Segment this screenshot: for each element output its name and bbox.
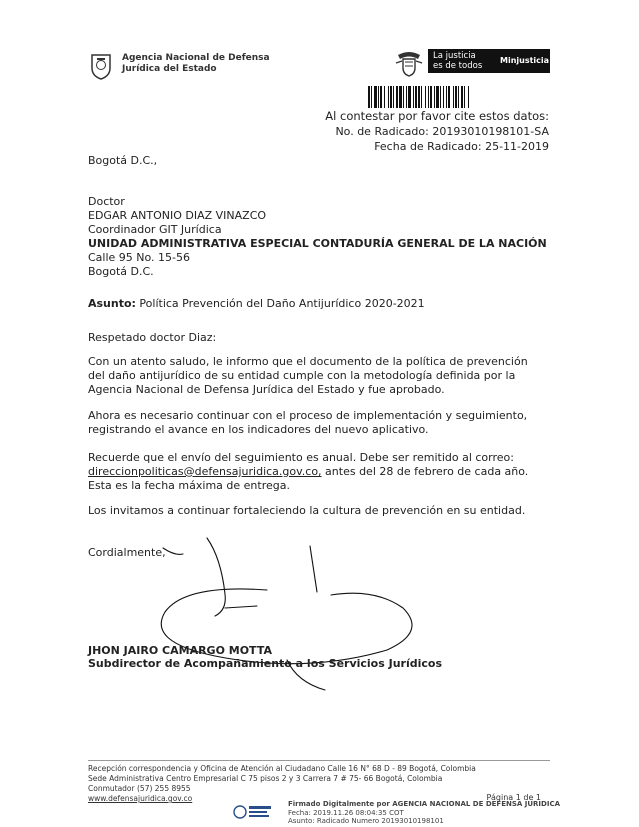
paragraph-4: Los invitamos a continuar fortaleciendo la cultura de prevención en su entidad.	[88, 504, 526, 517]
digital-signature-stamp	[288, 800, 560, 826]
signer-name: JHON JAIRO CAMARGO MOTTA	[88, 644, 272, 657]
paragraph-1	[88, 355, 550, 397]
subject-line	[88, 297, 425, 311]
agency-seal-icon	[90, 52, 112, 80]
address-line1: Calle 95 No. 15-56	[88, 251, 191, 264]
citation-title: Al contestar por favor cite estos datos:	[325, 109, 549, 123]
footer-line1: Recepción correspondencia y Oficina de Atención al Ciudadano Calle 16 N° 68 D - 89 Bogotá, Colombia	[88, 764, 476, 773]
subject-text: Política Prevención del Daño Antijurídico 2020-2021	[135, 297, 425, 310]
paragraph-2-line2: registrando el avance en los indicadores del nuevo aplicativo.	[88, 423, 429, 436]
contact-email-link[interactable]: direccionpoliticas@defensajuridica.gov.co,	[88, 465, 322, 478]
paragraph-1-line3: Agencia Nacional de Defensa Jurídica del Estado y fue aprobado.	[88, 383, 445, 396]
greeting: Respetado doctor Diaz:	[88, 331, 217, 344]
closing: Cordialmente,	[88, 546, 166, 559]
slogan-line2: es de todos	[433, 61, 483, 71]
salutation-title: Doctor	[88, 195, 125, 208]
paragraph-2-line1: Ahora es necesario continuar con el proceso de implementación y seguimiento,	[88, 409, 528, 422]
radicado-date: Fecha de Radicado: 25-11-2019	[374, 140, 549, 153]
recipient-role: Coordinador GIT Jurídica	[88, 223, 222, 236]
footer-line3: Conmutador (57) 255 8955	[88, 784, 191, 793]
ministry-name: Minjusticia	[500, 56, 550, 65]
footer-divider	[88, 760, 550, 761]
citation-block	[325, 109, 549, 154]
footer-contact	[88, 764, 476, 804]
recipient-block	[88, 195, 547, 279]
paragraph-3-deadline: antes del 28 de febrero de cada año.	[321, 465, 529, 478]
coat-of-arms-icon	[394, 49, 424, 77]
barcode-icon	[368, 86, 550, 108]
agency-name-line2: Jurídica del Estado	[122, 64, 217, 74]
subject-label: Asunto:	[88, 297, 136, 310]
agency-name	[122, 53, 270, 75]
slogan-line1: La justicia	[433, 51, 476, 61]
paragraph-2	[88, 409, 550, 437]
paragraph-3-line2	[88, 465, 550, 479]
radicado-number: No. de Radicado: 20193010198101-SA	[335, 125, 549, 138]
ministry-banner	[428, 49, 550, 73]
footer-line2: Sede Administrativa Centro Empresarial C 75 pisos 2 y 3 Carrera 7 # 75- 66 Bogotá, Colombia	[88, 774, 443, 783]
dsig-subject: Asunto: Radicado Numero 20193010198101	[288, 817, 444, 825]
footer-website-link[interactable]: www.defensajuridica.gov.co	[88, 794, 193, 803]
paragraph-3-line3: Esta es la fecha máxima de entrega.	[88, 479, 290, 492]
recipient-organization: UNIDAD ADMINISTRATIVA ESPECIAL CONTADURÍA GENERAL DE LA NACIÓN	[88, 237, 547, 250]
dsig-signer: Firmado Digitalmente por AGENCIA NACIONAL DE DEFENSA JURIDICA	[288, 800, 560, 808]
recipient-name: EDGAR ANTONIO DIAZ VINAZCO	[88, 209, 267, 222]
digital-signature-logo-icon	[233, 803, 273, 821]
handwritten-signature	[155, 532, 425, 697]
paragraph-1-line1: Con un atento saludo, le informo que el documento de la política de prevención	[88, 355, 528, 368]
dsig-date: Fecha: 2019.11.26 08:04:35 COT	[288, 808, 404, 817]
paragraph-1-line2: del daño antijurídico de su entidad cumple con la metodología definida por la	[88, 369, 516, 382]
paragraph-3	[88, 451, 550, 493]
slogan	[433, 51, 482, 71]
address-line2: Bogotá D.C.	[88, 265, 154, 278]
agency-name-line1: Agencia Nacional de Defensa	[122, 53, 270, 63]
signer-position: Subdirector de Acompañamiento a los Servicios Jurídicos	[88, 657, 443, 670]
city-date: Bogotá D.C.,	[88, 154, 158, 167]
paragraph-3-line1: Recuerde que el envío del seguimiento es anual. Debe ser remitido al correo:	[88, 451, 514, 464]
page-number: Página 1 de 1	[486, 793, 541, 802]
